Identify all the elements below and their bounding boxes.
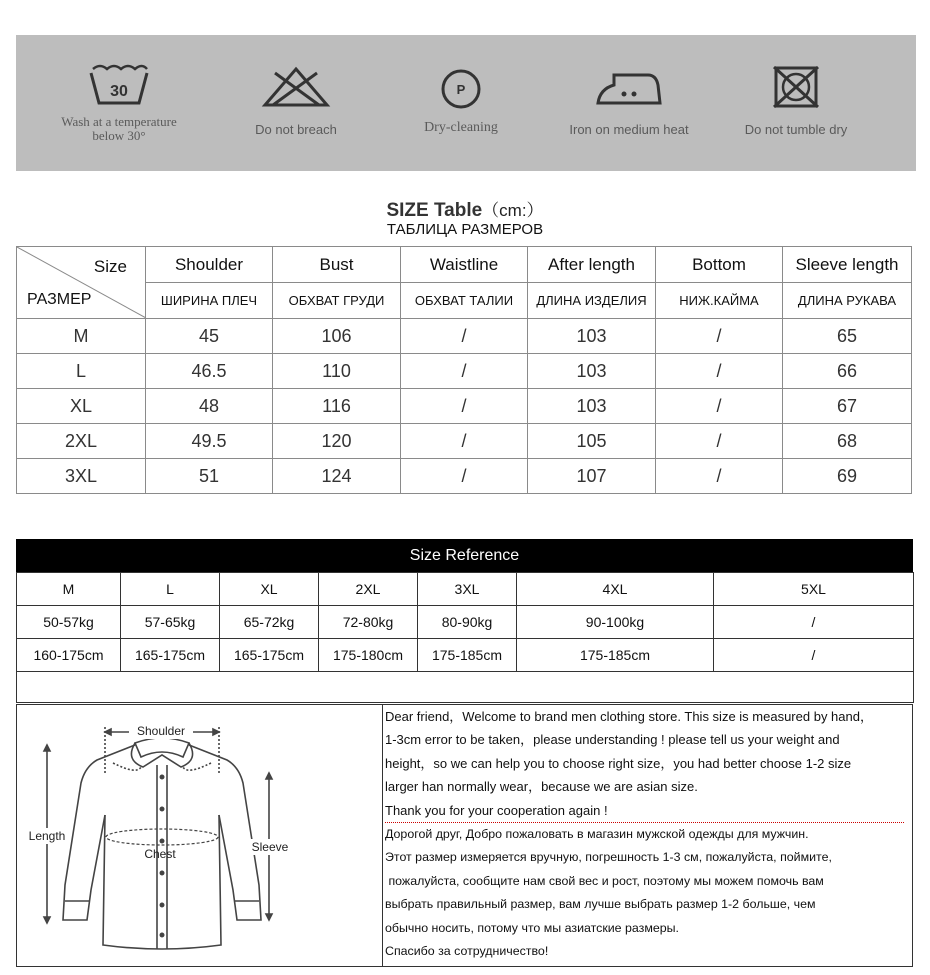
table-row — [17, 354, 912, 389]
table-cell: 175-185cm — [517, 639, 714, 672]
table-cell: L — [17, 354, 146, 389]
length-label: Length — [28, 829, 66, 843]
table-cell: / — [656, 459, 783, 494]
table-cell: 3XL — [418, 573, 517, 606]
note-line-ru: Дорогой друг, Добро пожаловать в магазин мужской одежды для мужчин. — [385, 827, 809, 842]
table-cell: 116 — [273, 389, 401, 424]
header-cell-ru: ОБХВАТ ГРУДИ — [273, 283, 401, 319]
note-line-en: larger han normally wear，because we are asian size. — [385, 779, 698, 795]
table-cell: 103 — [528, 319, 656, 354]
care-label: Iron on medium heat — [569, 122, 689, 137]
table-cell: 103 — [528, 389, 656, 424]
care-label: Do not breach — [255, 122, 337, 137]
size-table-header-row — [17, 247, 912, 283]
note-line-ru: Спасибо за сотрудничество! — [385, 944, 549, 959]
size-reference-table — [16, 572, 914, 703]
size-reference-header: Size Reference — [16, 539, 913, 572]
blank-cell — [17, 672, 914, 703]
care-instructions-band — [16, 35, 916, 171]
table-cell: 48 — [146, 389, 273, 424]
table-cell: L — [121, 573, 220, 606]
table-cell: 72-80kg — [319, 606, 418, 639]
measurement-panel — [16, 704, 913, 967]
note-line-ru: Этот размер измеряется вручную, погрешность 1-3 см, пожалуйста, поймите, — [385, 850, 832, 865]
sleeve-label: Sleeve — [251, 840, 289, 854]
care-bleach — [236, 35, 356, 171]
table-cell: / — [656, 424, 783, 459]
table-cell: 69 — [783, 459, 912, 494]
size-corner-cell — [17, 247, 146, 319]
table-cell: 105 — [528, 424, 656, 459]
table-cell: / — [401, 459, 528, 494]
table-cell: / — [656, 319, 783, 354]
table-row — [17, 424, 912, 459]
reference-size-row — [17, 573, 914, 606]
corner-size-label-ru: РАЗМЕР — [27, 291, 92, 308]
table-cell: 175-180cm — [319, 639, 418, 672]
table-cell: 65-72kg — [220, 606, 319, 639]
note-line-en: height，so we can help you to choose right size，you had better choose 1-2 size — [385, 755, 852, 771]
size-table-title: SIZE Table（cm:） — [386, 200, 544, 221]
care-iron — [554, 35, 704, 171]
table-cell: 110 — [273, 354, 401, 389]
header-cell-ru: ДЛИНА ИЗДЕЛИЯ — [528, 283, 656, 319]
table-cell: 46.5 — [146, 354, 273, 389]
wash-temp-number: 30 — [110, 83, 128, 100]
table-cell: 49.5 — [146, 424, 273, 459]
header-cell: After length — [528, 247, 656, 283]
header-cell-ru: ДЛИНА РУКАВА — [783, 283, 912, 319]
reference-blank-row — [17, 672, 914, 703]
table-cell: 165-175cm — [220, 639, 319, 672]
iron-medium-icon — [594, 65, 664, 109]
shoulder-label: Shoulder — [136, 724, 186, 738]
wash-30-icon — [89, 63, 149, 107]
note-line-ru: выбрать правильный размер, вам лучше выбрать размер 1-2 больше, чем — [385, 897, 816, 912]
table-cell: / — [401, 319, 528, 354]
note-line-ru: обычно носить, потому что мы азиатские размеры. — [385, 920, 679, 935]
corner-size-label: Size — [93, 257, 127, 276]
shirt-diagram-icon — [17, 705, 382, 966]
table-cell: 103 — [528, 354, 656, 389]
table-cell: 124 — [273, 459, 401, 494]
chest-label: Chest — [144, 847, 176, 861]
table-row — [17, 459, 912, 494]
table-cell: 45 — [146, 319, 273, 354]
header-cell-ru: ШИРИНА ПЛЕЧ — [146, 283, 273, 319]
no-tumble-dry-icon — [768, 65, 824, 109]
table-cell: 120 — [273, 424, 401, 459]
size-table-subtitle: ТАБЛИЦА РАЗМЕРОВ — [386, 221, 544, 238]
table-cell: 90-100kg — [517, 606, 714, 639]
table-cell: M — [17, 573, 121, 606]
table-cell: 175-185cm — [418, 639, 517, 672]
header-cell: Waistline — [401, 247, 528, 283]
care-label-line2: below 30° — [92, 128, 146, 143]
care-dry-clean — [406, 35, 516, 171]
note-line-ru: пожалуйста, сообщите нам свой вес и рост, поэтому мы можем помочь вам — [385, 873, 824, 888]
table-cell: 68 — [783, 424, 912, 459]
table-cell: 4XL — [517, 573, 714, 606]
header-cell-ru: НИЖ.КАЙМА — [656, 283, 783, 319]
care-label: Dry-cleaning — [424, 120, 498, 135]
table-cell: 2XL — [17, 424, 146, 459]
care-wash — [44, 35, 194, 171]
care-label: Do not tumble dry — [744, 122, 848, 137]
table-cell: 57-65kg — [121, 606, 220, 639]
header-cell-ru: ОБХВАТ ТАЛИИ — [401, 283, 528, 319]
note-line-en: Dear friend，Welcome to brand men clothing store. This size is measured by hand， — [385, 709, 873, 724]
care-label-line1: Wash at a temperature — [61, 114, 177, 129]
size-table-header-row-ru — [17, 283, 912, 319]
table-cell: M — [17, 319, 146, 354]
table-cell: 107 — [528, 459, 656, 494]
header-cell: Bust — [273, 247, 401, 283]
shirt-measurement-diagram — [17, 705, 383, 966]
table-cell: / — [401, 389, 528, 424]
header-cell: Bottom — [656, 247, 783, 283]
table-cell: 5XL — [714, 573, 914, 606]
table-cell: / — [656, 354, 783, 389]
table-cell: 66 — [783, 354, 912, 389]
reference-weight-row — [17, 606, 914, 639]
header-cell: Sleeve length — [783, 247, 912, 283]
reference-height-row — [17, 639, 914, 672]
note-line-en: 1-3cm error to be taken，please understanding ! please tell us your weight and — [385, 732, 840, 748]
table-cell: 3XL — [17, 459, 146, 494]
notes-panel — [385, 705, 910, 963]
dry-clean-letter: P — [456, 82, 466, 97]
table-cell: 51 — [146, 459, 273, 494]
table-row — [17, 319, 912, 354]
care-tumble — [726, 35, 866, 171]
table-cell: 65 — [783, 319, 912, 354]
table-cell: / — [401, 354, 528, 389]
table-cell: 2XL — [319, 573, 418, 606]
header-cell: Shoulder — [146, 247, 273, 283]
table-cell: 67 — [783, 389, 912, 424]
size-table — [16, 246, 912, 494]
table-cell: 165-175cm — [121, 639, 220, 672]
table-cell: / — [401, 424, 528, 459]
no-bleach-icon — [261, 65, 331, 109]
table-cell: / — [714, 606, 914, 639]
table-cell: 160-175cm — [17, 639, 121, 672]
table-cell: 106 — [273, 319, 401, 354]
table-cell: 80-90kg — [418, 606, 517, 639]
table-cell: 50-57kg — [17, 606, 121, 639]
table-cell: / — [714, 639, 914, 672]
table-row — [17, 389, 912, 424]
table-cell: XL — [17, 389, 146, 424]
table-cell: XL — [220, 573, 319, 606]
note-line-en: Thank you for your cooperation again ! — [385, 799, 904, 823]
table-cell: / — [656, 389, 783, 424]
dry-cleaning-icon — [439, 67, 483, 111]
